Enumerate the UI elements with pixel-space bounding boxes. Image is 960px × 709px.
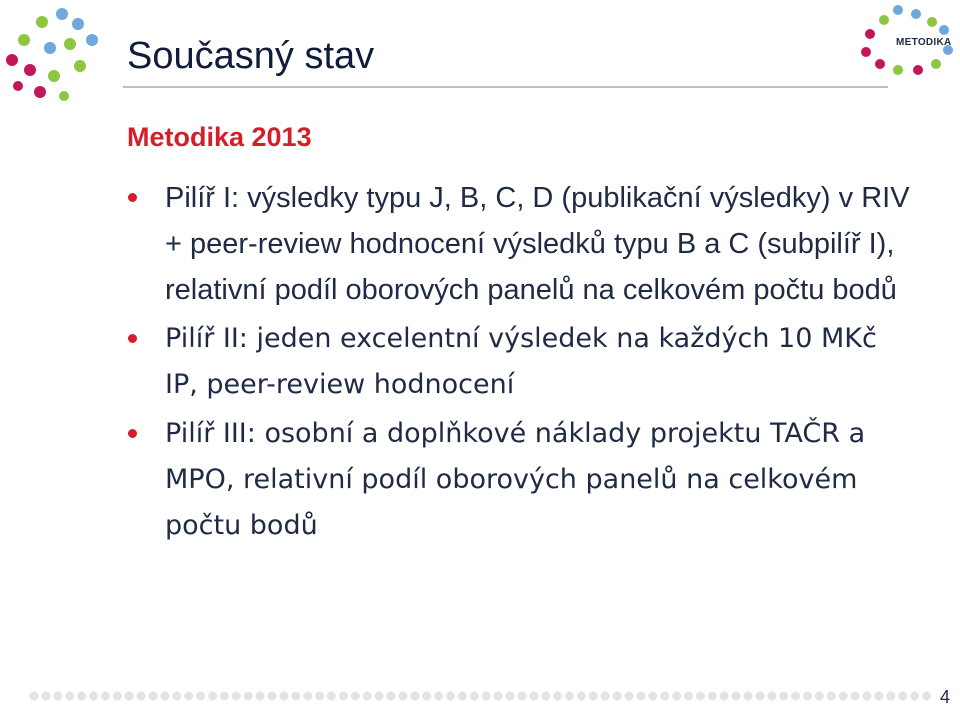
footer-dot bbox=[696, 692, 705, 701]
bullet-item-pilir-1 bbox=[110, 175, 910, 313]
footer-dot bbox=[184, 692, 193, 701]
footer-dot bbox=[779, 692, 788, 701]
footer-dot bbox=[898, 692, 907, 701]
footer-dot bbox=[160, 692, 169, 701]
footer-dot bbox=[625, 692, 634, 701]
footer-dot bbox=[268, 692, 277, 701]
footer-dot bbox=[684, 692, 693, 701]
footer-dot bbox=[839, 692, 848, 701]
footer-dot bbox=[482, 692, 491, 701]
footer-dot bbox=[172, 692, 181, 701]
footer-dot bbox=[553, 692, 562, 701]
footer-dot bbox=[434, 692, 443, 701]
footer-dot bbox=[851, 692, 860, 701]
footer-dot bbox=[410, 692, 419, 701]
footer-dot bbox=[137, 692, 146, 701]
footer-dot bbox=[30, 692, 39, 701]
bullet-text: Pilíř I: výsledky typu J, B, C, D (publikační výsledky) v RIV + peer-review hodnocení výsledků typu B a C (subpilíř I), relativní podíl oborových panelů na celkovém počtu bodů bbox=[165, 182, 910, 306]
footer-dot bbox=[327, 692, 336, 701]
footer-dot bbox=[744, 692, 753, 701]
footer-dot bbox=[315, 692, 324, 701]
footer-dot bbox=[244, 692, 253, 701]
footer-dot bbox=[101, 692, 110, 701]
footer-dot bbox=[363, 692, 372, 701]
bullet-item-pilir-3 bbox=[110, 411, 910, 549]
footer-dot bbox=[351, 692, 360, 701]
footer-dot bbox=[672, 692, 681, 701]
footer-dot bbox=[922, 692, 931, 701]
footer-dot bbox=[874, 692, 883, 701]
footer-dot bbox=[803, 692, 812, 701]
decorative-dots-top-left bbox=[0, 0, 120, 110]
footer-dot bbox=[113, 692, 122, 701]
slide-subtitle: Metodika 2013 bbox=[127, 122, 312, 152]
footer-dot bbox=[470, 692, 479, 701]
footer-dot bbox=[220, 692, 229, 701]
logo-dots bbox=[840, 0, 960, 110]
footer-dot bbox=[291, 692, 300, 701]
footer-dot bbox=[577, 692, 586, 701]
footer-dot bbox=[755, 692, 764, 701]
footer-dot bbox=[339, 692, 348, 701]
footer-dot bbox=[767, 692, 776, 701]
footer-dot bbox=[149, 692, 158, 701]
footer-dot bbox=[303, 692, 312, 701]
footer-dot bbox=[636, 692, 645, 701]
footer-dot bbox=[53, 692, 62, 701]
footer-dot bbox=[910, 692, 919, 701]
bullet-text: Pilíř II: jeden excelentní výsledek na každých 10 MKč IP, peer-review hodnocení bbox=[165, 323, 877, 400]
footer-dot bbox=[517, 692, 526, 701]
footer-dot bbox=[256, 692, 265, 701]
bullet-dot-icon bbox=[128, 334, 137, 343]
footer-dot bbox=[458, 692, 467, 701]
bullet-list bbox=[110, 175, 910, 552]
footer-dot bbox=[613, 692, 622, 701]
footer-dot bbox=[541, 692, 550, 701]
footer-dot bbox=[863, 692, 872, 701]
bullet-dot-icon bbox=[128, 429, 137, 438]
footer-dot bbox=[815, 692, 824, 701]
footer-dot bbox=[196, 692, 205, 701]
footer-dot-line bbox=[28, 690, 933, 702]
footer-dot bbox=[41, 692, 50, 701]
bullet-dot-icon bbox=[128, 193, 137, 202]
footer-dot bbox=[208, 692, 217, 701]
footer-dot bbox=[446, 692, 455, 701]
footer-dot bbox=[589, 692, 598, 701]
page-number: 4 bbox=[939, 687, 950, 707]
footer-dot bbox=[529, 692, 538, 701]
footer-dot bbox=[791, 692, 800, 701]
slide-title: Současný stav bbox=[127, 35, 375, 77]
footer-dot bbox=[398, 692, 407, 701]
bullet-text: Pilíř III: osobní a doplňkové náklady projektu TAČR a MPO, relativní podíl oborových panelů na celkovém počtu bodů bbox=[165, 418, 866, 541]
footer-dot bbox=[565, 692, 574, 701]
footer-dot bbox=[648, 692, 657, 701]
footer-dot bbox=[886, 692, 895, 701]
bullet-item-pilir-2 bbox=[110, 316, 910, 408]
footer-dot bbox=[89, 692, 98, 701]
footer-dot bbox=[422, 692, 431, 701]
footer-dot bbox=[601, 692, 610, 701]
footer-dot bbox=[77, 692, 86, 701]
footer-dot bbox=[232, 692, 241, 701]
footer-dot bbox=[732, 692, 741, 701]
footer-dot bbox=[387, 692, 396, 701]
footer-dot bbox=[125, 692, 134, 701]
footer-dot bbox=[827, 692, 836, 701]
logo-text: METODIKA bbox=[896, 37, 952, 48]
footer-dot bbox=[494, 692, 503, 701]
footer-dot bbox=[375, 692, 384, 701]
footer-dot bbox=[279, 692, 288, 701]
footer-dot bbox=[65, 692, 74, 701]
title-divider bbox=[123, 86, 888, 88]
footer-dot bbox=[720, 692, 729, 701]
footer-dot bbox=[708, 692, 717, 701]
footer-dot bbox=[660, 692, 669, 701]
footer-dot bbox=[506, 692, 515, 701]
